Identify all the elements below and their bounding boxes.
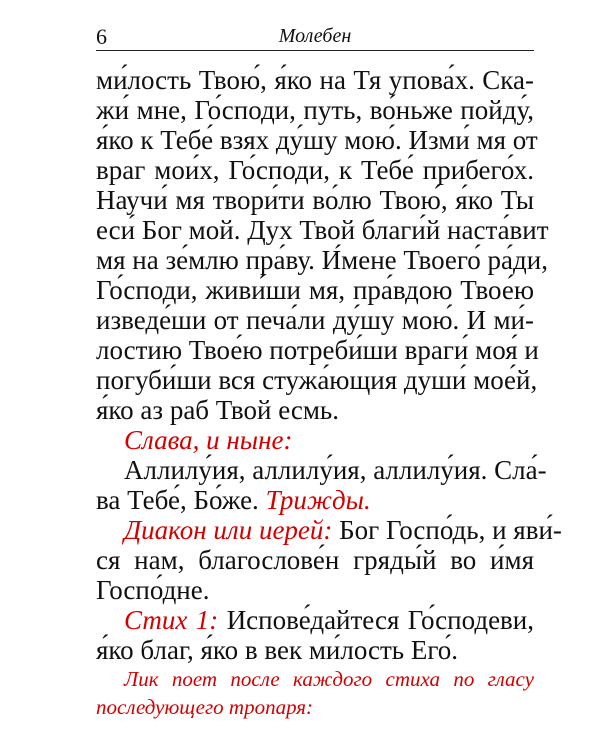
deacon-line-2: ся нам, благослове́н гряды́й во и́мя — [96, 545, 534, 575]
text-line: еси́ Бог мой. Дух Твой благи́й наста́вит — [96, 215, 549, 245]
text-line: Го́споди, живи́ши мя, пра́вдою Твое́ю — [96, 275, 534, 305]
deacon-text: Бог Госпо́дь, и яви́- — [339, 515, 562, 545]
text-line: изведе́ши от печа́ли ду́шу мою́. И ми́- — [96, 305, 534, 335]
verse-rubric: Стих 1: — [124, 605, 219, 635]
text-line: мя на зе́млю пра́ву. И́мене Твоего́ ра́ди, — [96, 245, 548, 275]
deacon-line-3: Госпо́дне. — [96, 575, 210, 605]
text-line: ми́лость Твою́, я́ко на Тя упова́х. Ска- — [96, 65, 534, 95]
running-title: Молебен — [278, 25, 352, 47]
book-page — [96, 22, 562, 721]
text-line: Научи́ мя твори́ти во́лю Твою́, я́ко Ты — [96, 185, 534, 215]
text-line: я́ко аз раб Твой есмь. — [96, 395, 339, 425]
page-number: 6 — [96, 24, 107, 49]
alleluia-line: Аллилу́ия, аллилу́ия, аллилу́ия. Сла́- — [124, 455, 547, 485]
text-line: погуби́ши вся стужа́ющия души́ мое́й, — [96, 365, 538, 395]
alleluia-line-2 — [96, 485, 534, 515]
verse-line-2: я́ко благ, я́ко в век ми́лость Его́. — [96, 635, 458, 665]
slava-rubric: Слава, и ныне: — [124, 425, 293, 455]
page-header — [96, 22, 534, 51]
slava-line — [96, 425, 534, 455]
deacon-rubric: Диакон или иерей: — [124, 515, 333, 545]
deacon-line — [96, 515, 562, 545]
text-line: лостию Твое́ю потреби́ши враги́ моя́ и — [96, 335, 539, 365]
verse-text: Испове́дайтеся Го́сподеви, — [226, 605, 535, 635]
page-body — [96, 65, 562, 721]
choir-rubric-line: Лик поет после каждого стиха по гласу — [124, 667, 534, 691]
choir-rubric-line-2: последующего тропаря: — [96, 695, 314, 719]
text-line: жи́ мне, Го́споди, путь, во́ньже пойду́, — [96, 95, 534, 125]
text-line: я́ко к Тебе́ взях ду́шу мою́. Изми́ мя от — [96, 125, 538, 155]
alleluia-text: ва Тебе́, Бо́же. — [96, 485, 259, 515]
text-line: враг мои́х, Го́споди, к Тебе́ прибего́х. — [96, 155, 534, 185]
trizhdy-rubric: Трижды. — [265, 485, 371, 515]
verse-line — [96, 605, 534, 635]
